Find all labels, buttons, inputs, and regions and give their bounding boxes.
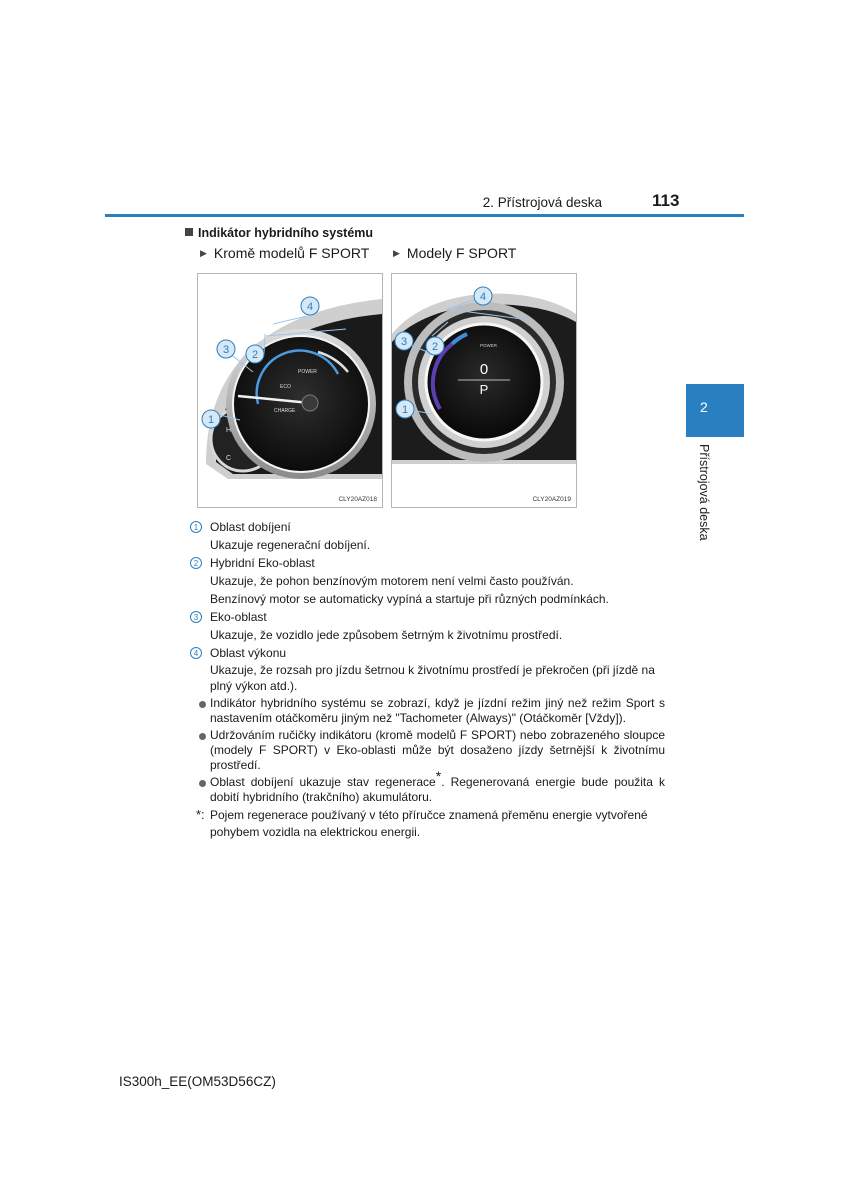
callout-3 [217, 340, 235, 358]
subheading-fsport-text: Modely F SPORT [406, 245, 517, 261]
svg-text:4: 4 [479, 291, 487, 303]
chapter-title: 2. Přístrojová deska [482, 195, 602, 210]
bullet-dot-icon [199, 733, 206, 740]
eco-label: ECO [280, 384, 291, 390]
figure-fsport [391, 273, 577, 508]
item-description: Ukazuje, že rozsah pro jízdu šetrnou k životnímu prostředí je překročen (při jízdě na plný výkon atd.). [210, 663, 655, 693]
item-number-icon: 2 [190, 557, 202, 569]
item-title: Oblast dobíjení [210, 520, 291, 534]
svg-text:3: 3 [400, 336, 408, 348]
header-rule [105, 214, 744, 217]
bullet-text: Oblast dobíjení ukazuje stav regenerace [210, 775, 436, 789]
footnote-text: Pojem regenerace používaný v této příručce znamená přeměnu energie vytvořené pohybem vozidla na elektrickou energii. [210, 808, 648, 839]
footnote-marker: *: [196, 807, 205, 822]
speed-readout: 0 [479, 361, 489, 378]
gear-readout: P [479, 382, 489, 397]
svg-text:4: 4 [306, 301, 314, 313]
list-item [190, 608, 665, 626]
item-description: Ukazuje regenerační dobíjení. [210, 538, 371, 552]
bullet-paragraph [190, 696, 665, 726]
list-item [190, 554, 665, 572]
triangle-right-icon: ▶ [393, 248, 400, 258]
chapter-tab[interactable] [686, 384, 744, 437]
chapter-tab-label: Přístrojová deska [697, 444, 711, 541]
temp-c-label: C [226, 455, 232, 462]
callout-1 [396, 400, 414, 418]
svg-text:2: 2 [431, 341, 439, 353]
triangle-right-icon: ▶ [200, 248, 207, 258]
subheading-fsport [393, 245, 516, 261]
gauge-illustration-non-fsport [198, 274, 382, 507]
callout-4 [301, 297, 319, 315]
item-number-icon: 4 [190, 647, 202, 659]
bullet-paragraph [190, 728, 665, 773]
item-title: Oblast výkonu [210, 646, 287, 660]
subheading-non-fsport-text: Kromě modelů F SPORT [213, 245, 370, 261]
footnote [190, 807, 665, 841]
bullet-dot-icon [199, 701, 206, 708]
power-label: POWER [298, 369, 317, 375]
section-title [185, 226, 373, 240]
callout-4 [474, 287, 492, 305]
temp-h-label: H [226, 427, 232, 434]
svg-text:1: 1 [401, 404, 409, 416]
svg-text:1: 1 [207, 414, 215, 426]
callout-1 [202, 410, 220, 428]
page-number: 113 [652, 191, 680, 210]
svg-text:3: 3 [222, 344, 230, 356]
subheading-non-fsport [200, 245, 369, 261]
item-title: Eko-oblast [210, 610, 267, 624]
item-number-icon: 3 [190, 611, 202, 623]
bullet-text: Udržováním ručičky indikátoru (kromě modelů F SPORT) nebo zobrazeného sloupce (modely F SPORT) v Eko-oblasti může být dosaženo jízdy šetrnější k životnímu prostředí. [210, 728, 665, 772]
gauge-illustration-fsport [392, 274, 576, 507]
power-label: POWER [480, 343, 498, 348]
callout-3 [395, 332, 413, 350]
document-code: IS300h_EE(OM53D56CZ) [119, 1074, 276, 1089]
callout-2 [246, 345, 264, 363]
chapter-tab-number: 2 [700, 399, 708, 415]
bullet-paragraph [190, 768, 665, 805]
footnote-star: * [435, 768, 442, 784]
item-description: Benzínový motor se automaticky vypíná a startuje při různých podmínkách. [210, 592, 609, 606]
bullet-text-cont: . Regenerovaná energie bude použita k dobití hybridního (trakčního) akumulátoru. [210, 775, 665, 804]
charge-label: CHARGE [274, 408, 296, 414]
figure-code: CLY20AZ019 [532, 496, 571, 503]
figure-code: CLY20AZ018 [338, 496, 377, 503]
bullet-text: Indikátor hybridního systému se zobrazí, když je jízdní režim jiný než režim Sport s nastavením otáčkoměru jiným než "Tachometer (Always)" (Otáčkoměr [Vždy]). [210, 696, 665, 725]
figure-non-fsport [197, 273, 383, 508]
list-item [190, 518, 665, 536]
svg-text:2: 2 [251, 349, 259, 361]
square-bullet-icon [185, 228, 193, 236]
bullet-dot-icon [199, 780, 206, 787]
item-description: Ukazuje, že vozidlo jede způsobem šetrným k životnímu prostředí. [210, 628, 563, 642]
callout-2 [426, 337, 444, 355]
item-title: Hybridní Eko-oblast [210, 556, 315, 570]
item-number-icon: 1 [190, 521, 202, 533]
list-item [190, 644, 665, 662]
explanation-list [190, 518, 665, 841]
item-description: Ukazuje, že pohon benzínovým motorem není velmi často používán. [210, 574, 574, 588]
section-title-text: Indikátor hybridního systému [198, 226, 374, 240]
